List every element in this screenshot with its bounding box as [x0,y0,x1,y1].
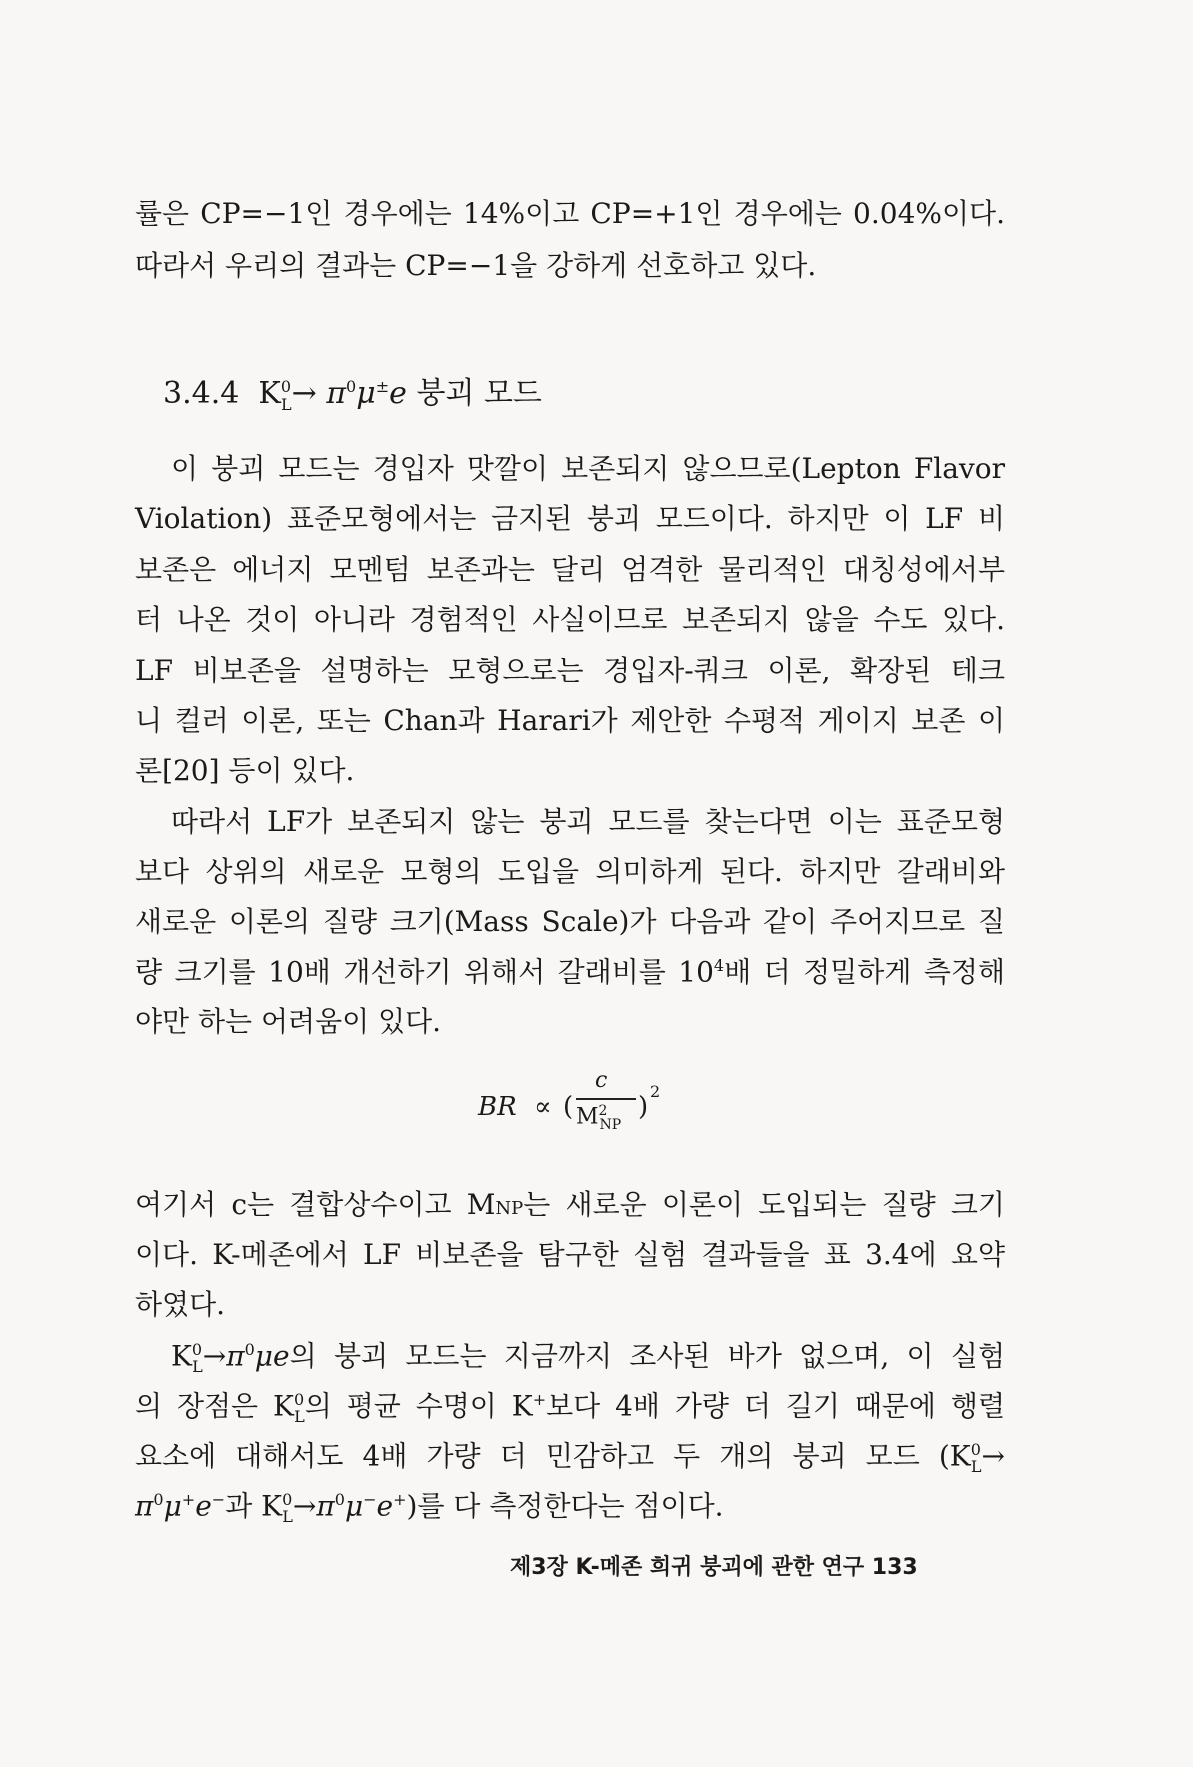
text-line: 새로운 이론의 질량 크기(Mass Scale)가 다음과 같이 주어지므로 질 [135,905,1005,938]
text-line: $K^0_L\to\pi^0\mu e$의 붕괴 모드는 지금까지 조사된 바가 없으며, 이 실험 [171,1339,1005,1376]
formula-denominator: $M^2_{NP}$ [576,1103,622,1133]
subscript-np: NP [495,1198,524,1219]
text-line: $\pi^0\mu^+e^-$과 $K^0_L\to\pi^0\mu^-e^+$)를 다 측정한다는 점이다. [135,1489,724,1526]
section-heading: 3.4.4 $K^0_L\to \pi^0\mu^\pm e$ 붕괴 모드 [163,376,542,414]
section-title: 붕괴 모드 [416,376,542,411]
text-line: 요소에 대해서도 4배 가량 더 민감하고 두 개의 붕괴 모드 ($K^0_L\to$ [135,1439,1005,1476]
formula-numerator: c [595,1068,608,1093]
proportional-symbol: ∝ [534,1092,552,1122]
section-number: 3.4.4 [163,376,240,411]
text-line: 따라서 LF가 보존되지 않는 붕괴 모드를 찾는다면 이는 표준모형 [171,805,1005,838]
text-fragment: 량 크기를 10배 개선하기 위해서 갈래비를 10 [135,955,714,989]
text-line: LF 비보존을 설명하는 모형으로는 경입자-쿼크 이론, 확장된 테크 [135,654,1005,687]
text-fragment: 의 평균 수명이 K [304,1389,533,1423]
left-paren: ( [563,1092,574,1122]
text-line: 률은 CP=−1인 경우에는 14%이고 CP=+1인 경우에는 0.04%이다. [135,197,1005,230]
text-line: Violation) 표준모형에서는 금지된 붕괴 모드이다. 하지만 이 LF 비 [135,502,1005,535]
formula-lhs: BR [478,1092,517,1122]
text-line: 하였다. [135,1288,226,1321]
text-fragment: 보다 4배 가량 더 길기 때문에 행렬 [546,1389,1005,1423]
text-line: 따라서 우리의 결과는 CP=−1을 강하게 선호하고 있다. [135,249,817,282]
formula-br [478,1070,698,1150]
text-line: 의 장점은 $K^0_L$의 평균 수명이 K+보다 4배 가량 더 길기 때문에 행렬 [135,1389,1005,1426]
text-fragment: )를 다 측정한다는 점이다. [406,1489,724,1523]
page-footer: 제3장 K-메존 희귀 붕괴에 관한 연구 133 [510,1555,918,1580]
text-fragment: 요소에 대해서도 4배 가량 더 민감하고 두 개의 붕괴 모드 (K [135,1439,971,1473]
text-line: 론[20] 등이 있다. [135,754,355,787]
text-line [135,1188,1005,1221]
text-line: 보존은 에너지 모멘텀 보존과는 달리 엄격한 물리적인 대칭성에서부 [135,553,1005,586]
text-fragment: 는 새로운 이론이 도입되는 질량 크기 [523,1188,1005,1221]
text-line: 이다. K-메존에서 LF 비보존을 탐구한 실험 결과들을 표 3.4에 요약 [135,1238,1005,1271]
text-fragment: 과 K [225,1489,283,1523]
text-line: 보다 상위의 새로운 모형의 도입을 의미하게 된다. 하지만 갈래비와 [135,855,1005,888]
text-fragment: 여기서 c는 결합상수이고 M [135,1188,496,1221]
formula-power: 2 [650,1082,661,1101]
text-fragment: 의 붕괴 모드는 지금까지 조사된 바가 없으며, 이 실험 [289,1339,1005,1373]
right-paren: ) [638,1092,649,1122]
text-line: 야만 하는 어려움이 있다. [135,1005,442,1038]
text-line: 터 나온 것이 아니라 경험적인 사실이므로 보존되지 않을 수도 있다. [135,603,1005,636]
text-line: 니 컬러 이론, 또는 Chan과 Harari가 제안한 수평적 게이지 보존 이 [135,704,1005,737]
text-line: 량 크기를 10배 개선하기 위해서 갈래비를 $10^4$배 더 정밀하게 측정해 [135,955,1005,989]
text-fragment: 의 장점은 K [135,1389,294,1423]
text-fragment: 배 더 정밀하게 측정해 [724,955,1005,989]
text-line: 이 붕괴 모드는 경입자 맛깔이 보존되지 않으므로(Lepton Flavor [171,452,1005,485]
fraction-bar [576,1098,636,1100]
